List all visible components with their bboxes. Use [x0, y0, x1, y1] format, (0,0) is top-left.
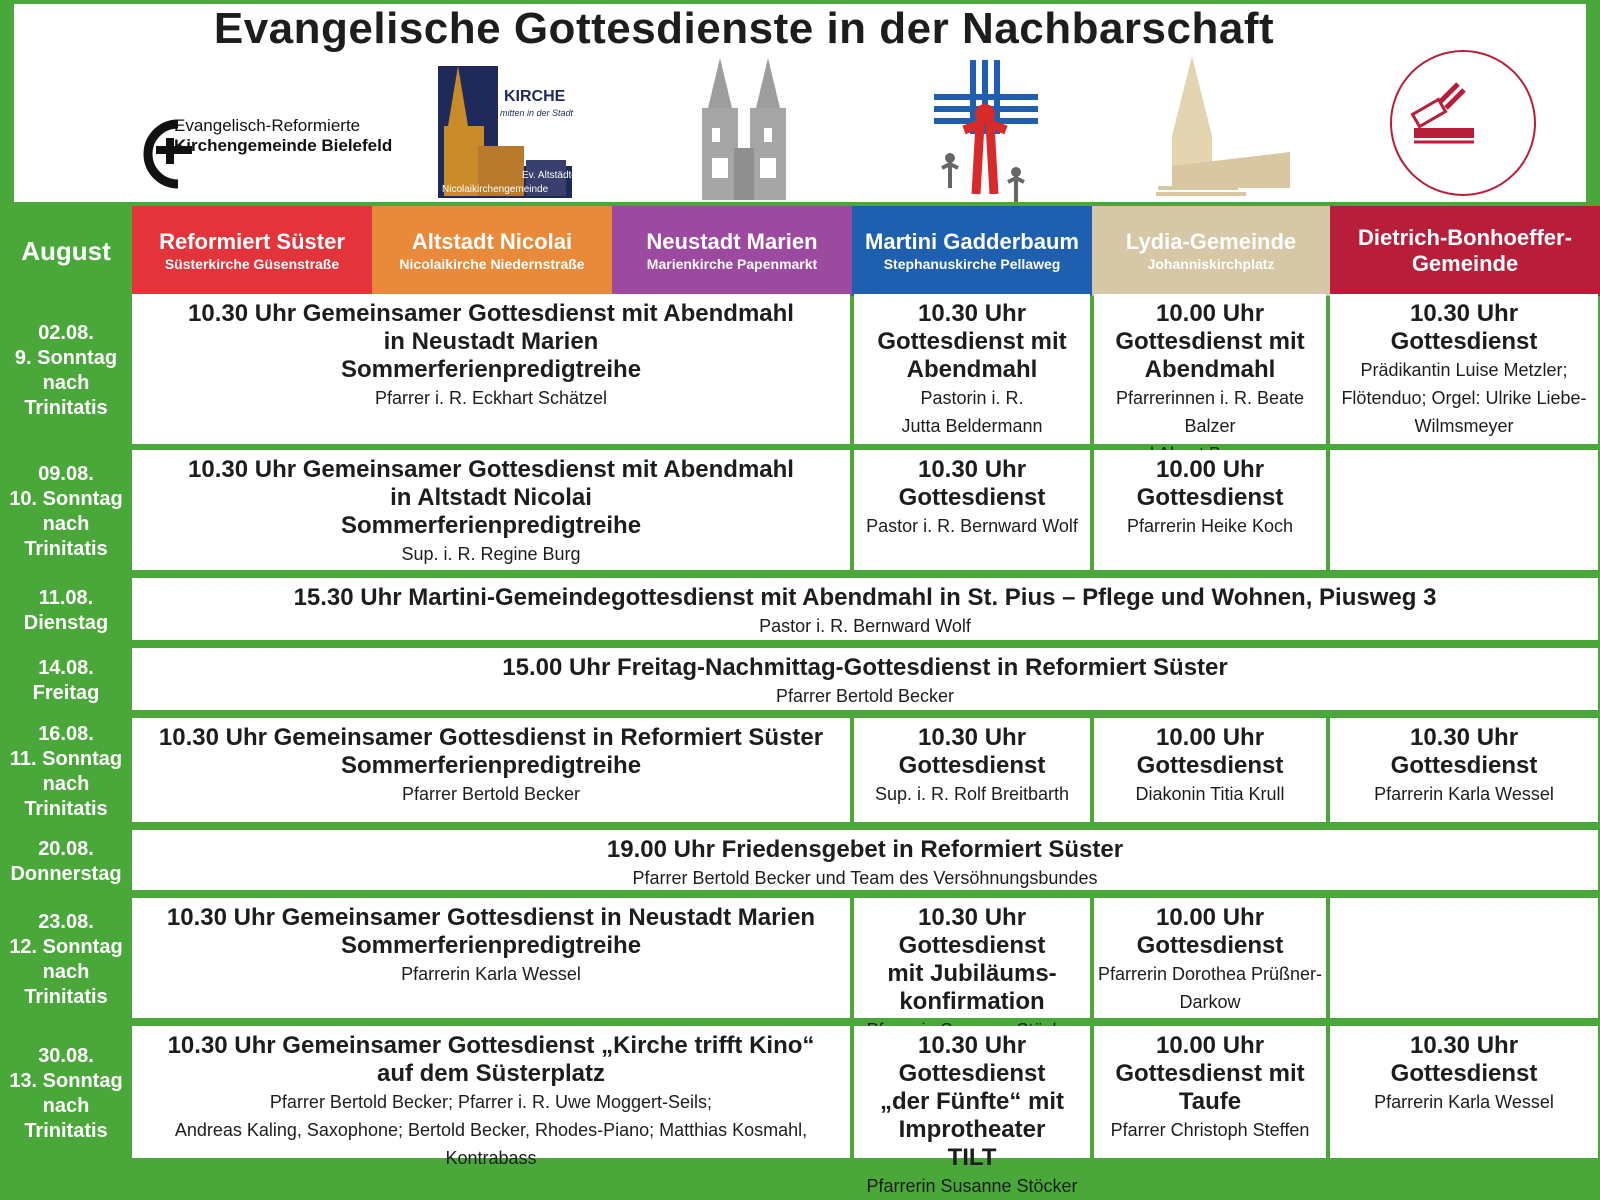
service-line: 10.00 Uhr — [1155, 724, 1265, 751]
reformiert-name-line2: Kirchengemeinde Bielefeld — [174, 136, 393, 155]
table-row — [0, 578, 1600, 644]
date-cell — [0, 830, 132, 894]
date-line: 20.08. — [38, 838, 94, 860]
column-name: Dietrich-Bonhoeffer- — [1358, 225, 1572, 250]
date-line: Trinitatis — [24, 397, 108, 419]
service-cell-joint — [132, 1026, 850, 1168]
service-line: Sommerferienpredigtreihe — [340, 752, 642, 779]
nicolai-tagline: mitten in der Stadt — [500, 108, 574, 118]
service-line: Sommerferienpredigtreihe — [340, 512, 642, 539]
service-line: 10.30 Uhr Gottesdienst — [898, 1032, 1046, 1087]
marienkirche-icon — [698, 58, 790, 200]
service-line: Gottesdienst mit Taufe — [1115, 1060, 1305, 1115]
date-line: 09.08. — [38, 463, 94, 485]
service-cell-martini — [854, 294, 1090, 444]
service-line: 10.30 Uhr Gottesdienst — [898, 904, 1046, 959]
column-header — [612, 206, 852, 296]
service-line: 15.30 Uhr Martini-Gemeindegottesdienst mit Abendmahl in St. Pius – Pflege und Wohnen, Piusweg 3 — [293, 584, 1437, 611]
date-line: 16.08. — [38, 723, 94, 745]
martini-logo — [934, 60, 1038, 202]
column-name: Altstadt Nicolai — [411, 229, 573, 254]
date-line: Trinitatis — [24, 1120, 108, 1142]
service-people: Pastor i. R. Bernward Wolf — [759, 616, 971, 636]
service-people: Pfarrer i. R. Eckhart Schätzel — [374, 388, 608, 408]
column-name: Reformiert Süster — [159, 229, 345, 254]
service-people: Pfarrer Christoph Steffen — [1110, 1120, 1310, 1140]
service-people: Diakonin Titia Krull — [1135, 784, 1285, 804]
service-line: in Neustadt Marien — [383, 328, 599, 355]
service-people: Jutta Beldermann — [901, 416, 1043, 436]
service-line: Sommerferienpredigtreihe — [340, 356, 642, 383]
column-header — [1330, 206, 1600, 296]
column-subtitle: Gemeinde — [1411, 251, 1519, 276]
column-header — [132, 206, 372, 296]
date-line: 13. Sonntag — [9, 1070, 123, 1092]
service-cell-joint — [132, 718, 850, 822]
date-line: nach — [42, 961, 90, 983]
service-line: TILT — [947, 1144, 997, 1171]
service-people: Pfarrerinnen i. R. Beate Balzer — [1115, 388, 1305, 436]
martini-cross-icon — [934, 60, 1038, 202]
service-cell-martini — [854, 1026, 1090, 1196]
service-cell-martini — [854, 898, 1090, 1018]
lydia-church-icon — [1156, 56, 1290, 196]
service-cell-bonhoeffer — [1330, 1026, 1598, 1158]
date-line: Freitag — [32, 682, 100, 704]
service-people: Darkow — [1179, 992, 1241, 1012]
table-row — [0, 294, 1600, 448]
service-cell-bonhoeffer — [1330, 450, 1598, 570]
date-cell — [0, 1026, 132, 1162]
service-line: 19.00 Uhr Friedensgebet in Reformiert Süster — [606, 836, 1124, 863]
service-cell-lydia — [1094, 450, 1326, 570]
service-line: Gottesdienst — [898, 752, 1046, 779]
column-name: Neustadt Marien — [646, 229, 818, 254]
service-line: Sommerferienpredigtreihe — [340, 932, 642, 959]
service-cell-joint — [132, 898, 850, 1018]
service-line: Gottesdienst mit — [1115, 328, 1305, 355]
date-cell — [0, 578, 132, 644]
service-people: Pfarrerin Dorothea Prüßner- — [1097, 964, 1323, 984]
service-line: Gottesdienst — [1136, 484, 1284, 511]
service-line: Gottesdienst — [1390, 1060, 1538, 1087]
service-people: Prädikantin Luise Metzler; — [1360, 360, 1568, 380]
date-line: 11. Sonntag — [9, 748, 123, 770]
service-people: Pfarrer Bertold Becker; Pfarrer i. R. Uwe Moggert-Seils; — [269, 1092, 713, 1112]
service-cell-lydia — [1094, 718, 1326, 822]
service-line: 10.30 Uhr Gemeinsamer Gottesdienst in Neustadt Marien — [166, 904, 816, 931]
service-cell-bonhoeffer — [1330, 898, 1598, 1018]
date-line: Trinitatis — [24, 798, 108, 820]
header — [14, 4, 1586, 202]
bonhoeffer-seal-icon — [1384, 44, 1542, 202]
column-header — [372, 206, 612, 296]
service-line: Abendmahl — [1144, 356, 1276, 383]
date-line: 12. Sonntag — [9, 936, 123, 958]
service-line: 10.30 Uhr — [1409, 1032, 1519, 1059]
service-line: 10.30 Uhr — [917, 724, 1027, 751]
table-row — [0, 830, 1600, 894]
marien-logo — [698, 58, 790, 200]
table-row — [0, 1026, 1600, 1196]
service-people: Pfarrerin Susanne Stöcker — [866, 1176, 1078, 1196]
service-line: 10.30 Uhr — [1409, 724, 1519, 751]
service-line: 10.00 Uhr — [1155, 1032, 1265, 1059]
service-line: auf dem Süsterplatz — [376, 1060, 606, 1087]
column-subtitle: Stephanuskirche Pellaweg — [883, 256, 1061, 272]
table-row — [0, 450, 1600, 574]
service-cell-martini — [854, 450, 1090, 570]
date-line: nach — [42, 773, 90, 795]
service-people: Pfarrer Bertold Becker — [401, 784, 581, 804]
date-line: 14.08. — [38, 657, 94, 679]
page-title: Evangelische Gottesdienste in der Nachbarschaft — [213, 4, 1275, 53]
column-subtitle: Nicolaikirche Niedernstraße — [399, 256, 585, 272]
service-line: Gottesdienst — [1390, 328, 1538, 355]
service-line: 10.30 Uhr — [917, 456, 1027, 483]
service-line: Gottesdienst — [1136, 752, 1284, 779]
service-cell-joint — [132, 450, 850, 570]
service-people: Pastorin i. R. — [920, 388, 1024, 408]
service-people: Pfarrer Bertold Becker und Team des Versöhnungsbundes — [632, 868, 1098, 888]
lydia-logo — [1156, 56, 1290, 196]
date-cell — [0, 718, 132, 826]
service-cell-all — [132, 648, 1598, 710]
nicolai-logo — [438, 66, 581, 198]
service-line: 15.00 Uhr Freitag-Nachmittag-Gottesdienst in Reformiert Süster — [502, 654, 1228, 681]
nicolai-name-line2: Nicolaikirchengemeinde — [442, 184, 549, 195]
service-line: Gottesdienst — [1136, 932, 1284, 959]
service-people: Wilmsmeyer — [1414, 416, 1514, 436]
date-line: 30.08. — [38, 1045, 94, 1067]
service-cell-all — [132, 830, 1598, 890]
month-label: August — [0, 206, 132, 296]
service-line: 10.00 Uhr — [1155, 456, 1265, 483]
reformiert-logo — [138, 112, 393, 192]
service-line: Gottesdienst — [898, 484, 1046, 511]
service-cell-bonhoeffer — [1330, 294, 1598, 444]
service-line: 10.30 Uhr Gemeinsamer Gottesdienst in Reformiert Süster — [158, 724, 824, 751]
service-line: Gottesdienst — [1390, 752, 1538, 779]
nicolai-name-line1: Ev. Altstädter — [522, 170, 581, 181]
service-cell-lydia — [1094, 294, 1326, 444]
service-cell-bonhoeffer — [1330, 718, 1598, 822]
service-line: Abendmahl — [906, 356, 1038, 383]
service-line: „der Fünfte“ mit — [880, 1088, 1064, 1115]
date-line: nach — [42, 513, 90, 535]
column-subtitle: Marienkirche Papenmarkt — [646, 256, 818, 272]
service-people: Flötenduo; Orgel: Ulrike Liebe- — [1341, 388, 1587, 408]
service-line: 10.00 Uhr — [1155, 904, 1265, 931]
service-people: Pfarrerin Karla Wessel — [401, 964, 581, 984]
service-people: Pfarrerin Karla Wessel — [1374, 1092, 1554, 1112]
date-line: nach — [42, 372, 90, 394]
service-people: Pfarrer Bertold Becker — [775, 686, 955, 706]
date-line: 02.08. — [38, 322, 94, 344]
service-people: Sup. i. R. Rolf Breitbarth — [874, 784, 1070, 804]
service-people: Pastor i. R. Bernward Wolf — [866, 516, 1078, 536]
date-line: nach — [42, 1095, 90, 1117]
date-line: 10. Sonntag — [9, 488, 123, 510]
date-line: Dienstag — [23, 612, 109, 634]
date-line: Trinitatis — [24, 986, 108, 1008]
service-line: mit Jubiläums- — [887, 960, 1057, 987]
column-name: Lydia-Gemeinde — [1125, 229, 1297, 254]
date-cell — [0, 648, 132, 714]
service-cell-lydia — [1094, 1026, 1326, 1158]
service-cell-all — [132, 578, 1598, 640]
date-line: Trinitatis — [24, 538, 108, 560]
service-people: Pfarrerin Heike Koch — [1126, 516, 1294, 536]
nicolai-kirche-text: KIRCHE — [504, 88, 566, 105]
date-line: 9. Sonntag — [14, 347, 118, 369]
date-line: 11.08. — [38, 587, 94, 609]
service-line: Improtheater — [898, 1116, 1046, 1143]
service-line: 10.30 Uhr Gemeinsamer Gottesdienst „Kirche trifft Kino“ — [167, 1032, 815, 1059]
service-people: Sup. i. R. Regine Burg — [401, 544, 581, 564]
service-cell-lydia — [1094, 898, 1326, 1018]
date-line: 23.08. — [38, 911, 94, 933]
table-row — [0, 898, 1600, 1022]
table-row — [0, 718, 1600, 826]
bonhoeffer-logo — [1384, 44, 1542, 202]
column-header — [852, 206, 1092, 296]
reformiert-name-line1: Evangelisch-Reformierte — [174, 116, 361, 135]
column-subtitle: Süsterkirche Güsenstraße — [164, 256, 340, 272]
column-header — [1092, 206, 1330, 296]
service-line: 10.30 Uhr — [917, 300, 1027, 327]
service-cell-joint — [132, 294, 850, 444]
date-line: Donnerstag — [10, 863, 122, 885]
column-name: Martini Gadderbaum — [865, 229, 1079, 254]
service-line: konfirmation — [899, 988, 1045, 1015]
service-people: Andreas Kaling, Saxophone; Bertold Becker, Rhodes-Piano; Matthias Kosmahl, Kontrabass — [174, 1120, 808, 1168]
date-cell — [0, 898, 132, 1022]
service-line: Gottesdienst mit — [877, 328, 1067, 355]
date-cell — [0, 294, 132, 448]
service-line: 10.30 Uhr — [1409, 300, 1519, 327]
service-line: 10.30 Uhr Gemeinsamer Gottesdienst mit Abendmahl — [188, 456, 794, 483]
service-cell-martini — [854, 718, 1090, 822]
table-row — [0, 648, 1600, 714]
date-cell — [0, 450, 132, 574]
service-people: Pfarrerin Karla Wessel — [1374, 784, 1554, 804]
service-line: 10.30 Uhr Gemeinsamer Gottesdienst mit Abendmahl — [188, 300, 794, 327]
column-subtitle: Johanniskirchplatz — [1147, 256, 1275, 272]
service-line: in Altstadt Nicolai — [390, 484, 592, 511]
service-line: 10.00 Uhr — [1155, 300, 1265, 327]
